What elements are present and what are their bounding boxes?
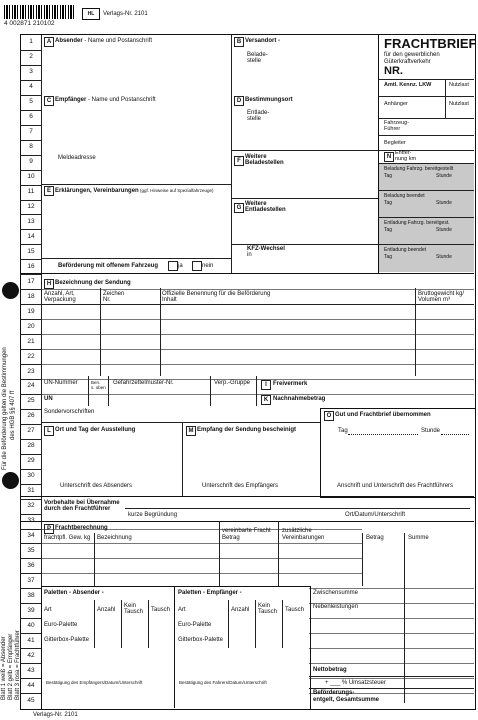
nutzlast-divider	[445, 80, 446, 118]
section-k-badge: K	[261, 395, 271, 405]
row-line	[20, 65, 41, 66]
bestimmungsort-label: Bestimmungsort	[245, 97, 293, 103]
volumen-label: Volumen m³	[418, 297, 451, 303]
tag-label: Tag	[384, 173, 393, 179]
tausch-label: Tausch	[151, 607, 171, 613]
row-number: 1	[29, 38, 33, 46]
best-fahrer-label: Bestätigung des Fahrers/Datum/Unterschrift	[179, 680, 267, 685]
row-line	[20, 214, 41, 215]
row-number: 23	[27, 367, 35, 375]
row-line	[20, 110, 41, 111]
kein-label-2: Kein	[258, 603, 271, 609]
ust-label: + ___ % Umsatzsteuer	[325, 680, 386, 686]
paletten-box	[41, 586, 311, 710]
beladestelle-label-2: stelle	[247, 58, 262, 64]
title-sub1: für den gewerblichen	[384, 52, 440, 58]
section-i-badge: I	[261, 380, 271, 390]
grid-line	[309, 663, 474, 664]
row-number: 26	[27, 412, 35, 420]
row-line	[20, 693, 41, 694]
row-number: 38	[27, 591, 35, 599]
brutto-label: Bruttogewicht kg/	[418, 291, 465, 297]
empfang-label: Empfang der Sendung bescheinigt	[197, 427, 297, 433]
nettobetrag-label: Nettobetrag	[313, 667, 347, 673]
grid-line	[42, 394, 474, 395]
row-number: 21	[27, 337, 35, 345]
row-number: 19	[27, 307, 35, 315]
row-line	[20, 469, 41, 470]
grid-line	[42, 573, 362, 574]
versandort-field[interactable]	[232, 36, 378, 91]
row-number: 2	[29, 53, 33, 61]
entfernung-label-2: nung km	[395, 156, 417, 162]
row-number: 35	[27, 546, 35, 554]
row-number: 39	[27, 606, 35, 614]
row-line	[20, 364, 41, 365]
sondervorschriften-label: Sondervorschriften	[44, 409, 95, 415]
ausstellung-field[interactable]	[42, 423, 182, 481]
beladung-bereit-label: Beladung Fahrzg. bereitgestellt	[384, 166, 454, 172]
title-sub2: Güterkraftverkehr	[384, 59, 431, 65]
row-line	[20, 648, 41, 649]
row-number: 15	[27, 247, 35, 255]
row-number: 25	[27, 397, 35, 405]
befoerderung-label: Beförderungs-	[313, 690, 355, 696]
row-line	[20, 633, 41, 634]
section-b-badge: B	[234, 37, 244, 47]
row-number: 24	[27, 382, 35, 390]
meldeadresse-label: Meldeadresse	[58, 155, 96, 161]
weitere-beladestellen-label-2: Beladestellen	[245, 160, 284, 166]
row-line	[20, 349, 41, 350]
stunde-label: Stunde	[436, 173, 452, 179]
best-empf-label: Bestätigung des Empfängers/Datum/Unterschrift	[46, 680, 143, 685]
section-f-badge: F	[234, 156, 244, 166]
row-number: 28	[27, 442, 35, 450]
kfz-wechsel-in: in	[247, 252, 252, 258]
paletten-empfaenger-label: Paletten - Empfänger -	[178, 590, 242, 596]
vorbehalte-label: Vorbehalte bei Übernahme	[44, 500, 120, 506]
row-number: 20	[27, 322, 35, 330]
row-line	[20, 170, 41, 171]
blatt-2: Blatt 2 gelb = Empfänger	[8, 633, 14, 700]
row-number: 4	[29, 83, 33, 91]
row-line	[20, 499, 41, 500]
grid-line	[42, 558, 362, 559]
ja-label: ja	[178, 263, 183, 269]
row-line	[20, 200, 41, 201]
kein-tausch-label: Tausch	[124, 609, 144, 615]
row-line	[20, 140, 41, 141]
row-number: 42	[27, 651, 35, 659]
stunde-label: Stunde	[436, 227, 452, 233]
barcode-number: 4 002871 210102	[4, 20, 55, 27]
euro-palette-label: Euro-Palette	[44, 622, 78, 628]
empfaenger-signature-label: Unterschrift des Empfängers	[202, 483, 279, 489]
blatt-1: Blatt 1 weiß = Absender	[1, 636, 7, 700]
anhaenger-label: Anhänger	[384, 101, 408, 107]
o-stunde-label: Stunde	[421, 428, 441, 434]
row-number: 9	[29, 158, 33, 166]
section-h-badge: H	[44, 279, 54, 289]
row-line	[20, 259, 41, 260]
row-number: 43	[27, 666, 35, 674]
erklaerungen-field[interactable]	[42, 185, 231, 258]
kein-label: Kein	[124, 603, 137, 609]
section-p-badge: P	[44, 524, 54, 534]
row-line	[20, 394, 41, 395]
entladestelle-label: Entlade-	[247, 110, 270, 116]
grid-line	[309, 678, 474, 679]
publisher-logo: HL	[82, 8, 100, 20]
lkw-label: Amtl. Kennz. LKW	[384, 82, 432, 88]
row-line	[20, 543, 41, 544]
row-number: 12	[27, 202, 35, 210]
row-number: 45	[27, 696, 35, 704]
row-number: 10	[27, 173, 35, 181]
row-number: 6	[29, 113, 33, 121]
row-number: 3	[29, 68, 33, 76]
section-c-badge: C	[44, 96, 54, 106]
row-number: 16	[27, 262, 35, 270]
blatt-3: Blatt 3 rosa = Frachtführer	[15, 630, 21, 700]
nr-label: Nr.	[103, 297, 111, 303]
row-number: 22	[27, 352, 35, 360]
vorbehalte-label-2: durch den Frachtführer	[44, 506, 111, 512]
nein-checkbox[interactable]	[192, 261, 202, 271]
title-nr: NR.	[384, 65, 403, 77]
weitere-entladestellen-label-2: Entladestellen	[245, 207, 286, 213]
section-g-badge: G	[234, 203, 244, 213]
empfang-field[interactable]	[183, 423, 320, 481]
row-line	[20, 319, 41, 320]
grid-line	[309, 618, 474, 619]
nachnahme-label: Nachnahmebetrag	[273, 396, 326, 402]
row-line	[20, 289, 41, 290]
row-line	[20, 185, 41, 186]
o-tag-label: Tag	[338, 428, 348, 434]
kfz-wechsel-label: KFZ-Wechsel	[247, 246, 285, 252]
entladung-beendet-label: Entladung beendet	[384, 247, 426, 253]
euro-palette-label-2: Euro-Palette	[178, 622, 212, 628]
margin-rule-text: Für die Beförderung gelten die Bestimmungen	[2, 347, 8, 470]
row-number: 8	[29, 143, 33, 151]
absender-field[interactable]	[42, 36, 231, 91]
row-line	[20, 529, 41, 530]
row-number: 11	[27, 188, 35, 196]
row-number: 18	[27, 292, 35, 300]
begleiter-label: Begleiter	[384, 140, 406, 146]
row-line	[20, 95, 41, 96]
row-line	[20, 558, 41, 559]
row-line	[20, 573, 41, 574]
footer-form-number: Verlags-Nr. 2101	[33, 712, 78, 718]
gitterbox-label-2: Gitterbox-Palette	[178, 637, 224, 643]
betrag2-label: Betrag	[366, 535, 384, 541]
row-line	[20, 424, 41, 425]
art-label-2: Art	[178, 607, 186, 613]
anzahl-pal-label: Anzahl	[97, 607, 116, 613]
row-line	[20, 603, 41, 604]
ort-datum-label: Ort/Datum/Unterschrift	[345, 512, 406, 518]
row-number: 34	[27, 532, 35, 539]
freivermerk-label: Freivermerk	[273, 381, 308, 387]
title-line	[379, 79, 474, 80]
row-line	[20, 514, 41, 515]
s-oben-label: s. oben	[91, 385, 106, 390]
stunde-label: Stunde	[436, 200, 452, 206]
row-number: 33	[27, 517, 35, 525]
section-l-badge: L	[44, 426, 54, 436]
ort-tag-label: Ort und Tag der Ausstellung	[55, 427, 136, 433]
zeichen-label: Zeichen	[103, 291, 125, 297]
anzahl-label: Anzahl, Art,	[44, 291, 75, 297]
section-n-badge: N	[384, 152, 394, 162]
row-number: 31	[27, 487, 35, 495]
un-nummer-label: UN-Nummer	[44, 380, 78, 386]
punch-hole	[2, 472, 19, 489]
beladestelle-label: Belade-	[247, 52, 268, 58]
inhalt-label: Inhalt	[162, 297, 177, 303]
zusaetzliche-label: zusätzliche	[282, 528, 312, 534]
betrag-label: Betrag	[222, 535, 240, 541]
row-line	[20, 125, 41, 126]
nutzlast-label: Nutzlast	[449, 82, 469, 88]
weitere-beladestellen-label: Weitere	[245, 154, 267, 160]
row-line	[20, 274, 41, 275]
entladestelle-label-2: stelle	[247, 116, 262, 122]
paletten-absender-label: Paletten - Absender -	[44, 590, 104, 596]
fahrer-label: Fahrzeug-	[384, 120, 410, 126]
row-number: 40	[27, 621, 35, 629]
row-line	[20, 409, 41, 410]
nutzlast-label-2: Nutzlast	[449, 101, 469, 107]
bezeichnung-label: Bezeichnung	[97, 535, 132, 541]
ja-checkbox[interactable]	[168, 261, 178, 271]
row-number: 14	[27, 232, 35, 240]
row-number: 36	[27, 561, 35, 569]
row-number: 7	[29, 128, 33, 136]
row-line	[20, 80, 41, 81]
row-line	[20, 304, 41, 305]
absender-signature-label: Unterschrift des Absenders	[60, 483, 133, 489]
anzahl-pal-label-2: Anzahl	[231, 607, 250, 613]
row-line	[20, 484, 41, 485]
row-number: 30	[27, 472, 35, 480]
row-number: 27	[27, 427, 35, 435]
zwischensumme-label: Zwischensumme	[313, 590, 359, 596]
verpackung-label: Verpackung	[44, 297, 76, 303]
row-line	[20, 678, 41, 679]
beladung-beendet-label: Beladung beendet	[384, 193, 425, 199]
row-line	[20, 454, 41, 455]
kurze-begruendung-label: kurze Begründung	[128, 512, 178, 518]
tag-label: Tag	[384, 227, 393, 233]
row-line	[20, 588, 41, 589]
ben-label: Ben.	[91, 380, 101, 385]
goods-table[interactable]	[42, 305, 474, 376]
vereinbarungen-label: Vereinbarungen	[282, 535, 325, 541]
margin-rule-text-2: des HGB §§ 407 ff	[10, 390, 16, 440]
row-line	[20, 663, 41, 664]
punch-hole	[2, 282, 19, 299]
kein-tausch-label-2: Tausch	[258, 609, 278, 615]
entfernung-label: Entfer-	[395, 150, 412, 156]
row-line	[20, 229, 41, 230]
row-line	[20, 379, 41, 380]
loading-times-panel	[379, 164, 474, 272]
absender-label: Absender - Name und Postanschrift	[55, 38, 153, 44]
row-line	[20, 439, 41, 440]
grid-line	[42, 543, 362, 544]
erklaerungen-label: Erklärungen, Vereinbarungen (ggf. Hinweise auf Spezialfahrzeuge)	[55, 188, 214, 194]
nebenleistungen-label: Nebenleistungen	[313, 604, 359, 610]
tag-label: Tag	[384, 254, 393, 260]
grid-line	[309, 633, 474, 634]
un-label: UN	[44, 396, 53, 402]
row-number: 13	[27, 217, 35, 225]
title-main: FRACHTBRIEF	[384, 36, 477, 51]
row-number: 17	[27, 277, 35, 285]
row-line	[20, 618, 41, 619]
gefahrzettel-label: Gefahrzettelmuster-Nr.	[113, 380, 174, 386]
row-line	[20, 155, 41, 156]
benennung-label: Offizielle Benennung für die Beförderung	[162, 291, 271, 297]
frachtberechnung-label: Frachtberechnung	[55, 525, 108, 531]
befoerderung-label-2: entgelt, Gesamtsumme	[313, 697, 380, 703]
row-number: 5	[29, 98, 33, 106]
section-m-badge: M	[186, 426, 196, 436]
section-d-badge: D	[234, 96, 244, 106]
vereinbarte-label: vereinbarte Fracht	[222, 528, 271, 534]
weitere-entladestellen-label: Weitere	[245, 201, 267, 207]
gitterbox-label: Gitterbox-Palette	[44, 637, 90, 643]
row-number: 37	[27, 576, 35, 584]
art-label: Art	[44, 607, 52, 613]
barcode	[4, 5, 76, 19]
stunde-label: Stunde	[436, 254, 452, 260]
offenes-fahrzeug-label: Beförderung mit offenem Fahrzeug	[58, 263, 159, 269]
form-number: Verlags-Nr. 2101	[103, 11, 148, 17]
section-a-badge: A	[44, 37, 54, 47]
row-number: 44	[27, 681, 35, 689]
entladung-bereit-label: Entladung Fahrzg. bereitgest.	[384, 220, 450, 226]
section-o-badge: O	[324, 411, 334, 421]
nein-label: nein	[202, 263, 214, 269]
gew-label: frachtpfl. Gew. kg	[44, 535, 91, 541]
empfaenger-field[interactable]	[42, 94, 231, 169]
row-line	[20, 50, 41, 51]
frachtfuehrer-signature-label: Anschrift und Unterschrift des Frachtführers	[337, 483, 454, 489]
row-number: 29	[27, 457, 35, 465]
versandort-label: Versandort -	[245, 38, 281, 44]
verp-gruppe-label: Verp.-Gruppe	[214, 380, 251, 386]
empfaenger-label: Empfänger - Name und Postanschrift	[55, 97, 156, 103]
row-number: 41	[27, 636, 35, 644]
row-number: 32	[27, 502, 35, 510]
bezeichnung-sendung-label: Bezeichnung der Sendung	[55, 280, 131, 286]
row-line	[20, 334, 41, 335]
fahrer-label-2: Führer	[384, 126, 401, 132]
tag-label: Tag	[384, 200, 393, 206]
grid-line	[309, 648, 474, 649]
gut-uebernommen-label: Gut und Frachtbrief übernommen	[335, 412, 431, 418]
section-e-badge: E	[44, 186, 54, 196]
summe-label: Summe	[408, 535, 429, 541]
tausch-label-2: Tausch	[285, 607, 305, 613]
grid-line	[42, 379, 474, 380]
row-line	[20, 244, 41, 245]
